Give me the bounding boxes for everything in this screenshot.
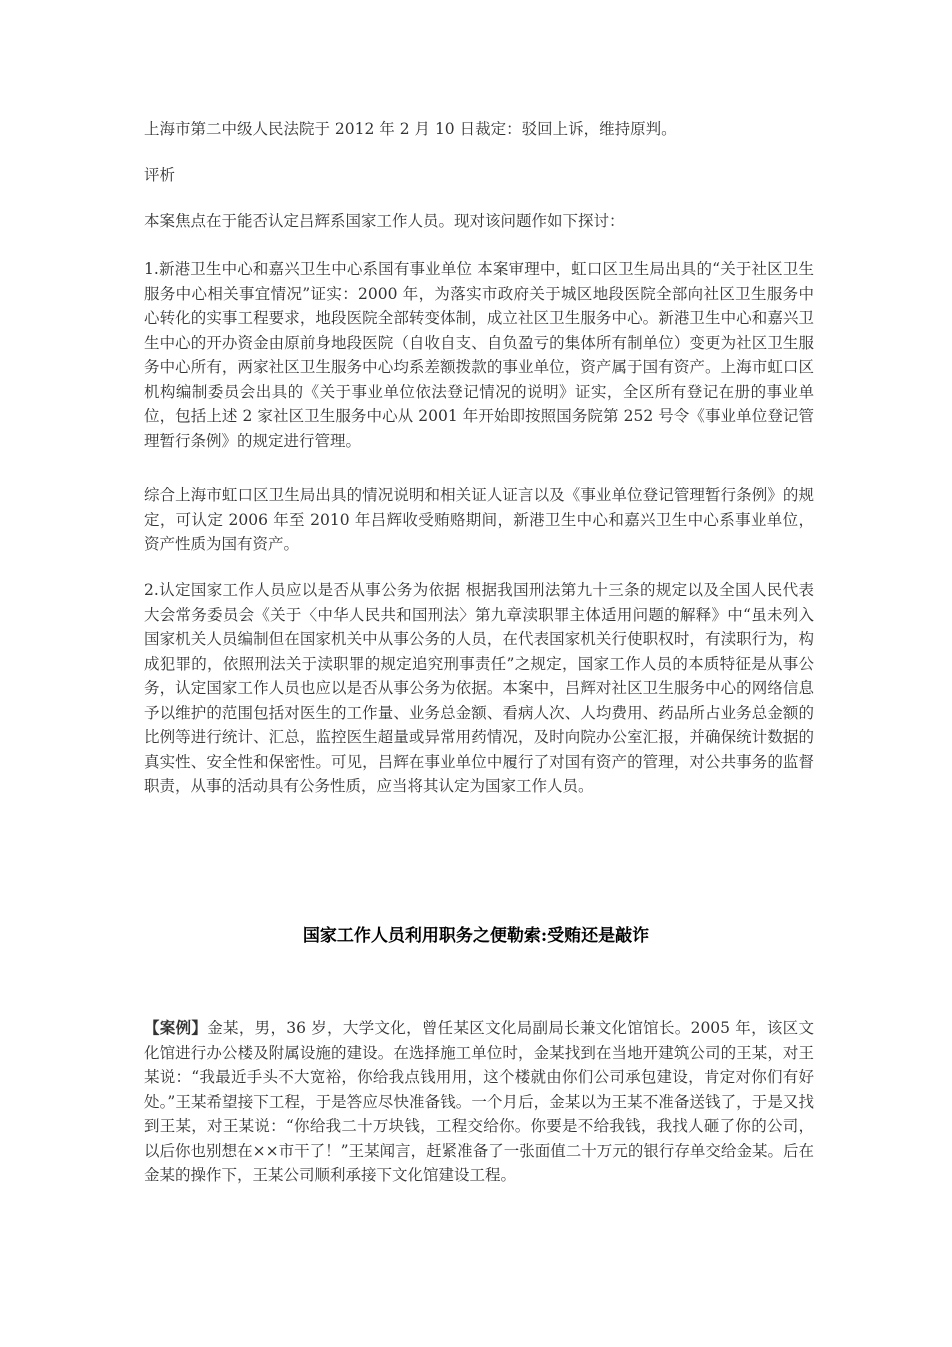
- focus-paragraph: 本案焦点在于能否认定吕辉系国家工作人员。现对该问题作如下探讨：: [144, 212, 625, 230]
- case-text: 金某，男，36 岁，大学文化，曾任某区文化局副局长兼文化馆馆长。2005 年，该区文化馆进行办公楼及附属设施的建设。在选择施工单位时，金某找到在当地开建筑公司的王某，对王某说：“我最近手头不大宽裕，你给我点钱用用，这个楼就由你们公司承包建设，肯定对你们有好处。”王某希望接下工程，于是答应尽快准备钱。一个月后，金某以为王某不准备送钱了，于是又找到王某，对王某说：“你给我二十万块钱，工程交给你。你要是不给我钱，我找人砸了你的公司，以后你也别想在××市干了！”王某闻言，赶紧准备了一张面值二十万元的银行存单交给金某。后在金某的操作下，王某公司顺利承接下文化馆建设工程。: [144, 1019, 814, 1184]
- point-1-paragraph: 1.新港卫生中心和嘉兴卫生中心系国有事业单位 本案审理中，虹口区卫生局出具的“关于社区卫生服务中心相关事宜情况”证实：2000 年，为落实市政府关于城区地段医院全部向社区卫生服务中心转化的实事工程要求，地段医院全部转变体制，成立社区卫生服务中心。新港卫生中心和嘉兴卫生中心的开办资金由原前身地段医院（自收自支、自负盈亏的集体所有制单位）变更为社区卫生服务中心所有，两家社区卫生服务中心均系差额拨款的事业单位，资产属于国有资产。上海市虹口区机构编制委员会出具的《关于事业单位依法登记情况的说明》证实，全区所有登记在册的事业单位，包括上述 2 家社区卫生服务中心从 2001 年开始即按照国务院第 252 号令《事业单位登记管理暂行条例》的规定进行管理。: [144, 260, 814, 450]
- case-label: 【案例】: [144, 1018, 208, 1037]
- case-paragraph: [144, 1016, 814, 1188]
- analysis-heading: 评析: [144, 166, 176, 184]
- summary-paragraph: 综合上海市虹口区卫生局出具的情况说明和相关证人证言以及《事业单位登记管理暂行条例》的规定，可认定 2006 年至 2010 年吕辉收受贿赂期间，新港卫生中心和嘉兴卫生中心系事业单位，资产性质为国有资产。: [144, 486, 814, 553]
- ruling-paragraph: 上海市第二中级人民法院于 2012 年 2 月 10 日裁定：驳回上诉，维持原判。: [144, 120, 677, 138]
- article-title: 国家工作人员利用职务之便勒索:受贿还是敲诈: [302, 926, 650, 946]
- point-2-paragraph: 2.认定国家工作人员应以是否从事公务为依据 根据我国刑法第九十三条的规定以及全国人民代表大会常务委员会《关于〈中华人民共和国刑法〉第九章渎职罪主体适用问题的解释》中“虽未列入国家机关人员编制但在国家机关中从事公务的人员，在代表国家机关行使职权时，有渎职行为，构成犯罪的，依照刑法关于渎职罪的规定追究刑事责任”之规定，国家工作人员的本质特征是从事公务，认定国家工作人员也应以是否从事公务为依据。本案中，吕辉对社区卫生服务中心的网络信息予以维护的范围包括对医生的工作量、业务总金额、看病人次、人均费用、药品所占业务总金额的比例等进行统计、汇总，监控医生超量或异常用药情况，及时向院办公室汇报，并确保统计数据的真实性、安全性和保密性。可见，吕辉在事业单位中履行了对国有资产的管理，对公共事务的监督职责，从事的活动具有公务性质，应当将其认定为国家工作人员。: [144, 581, 814, 795]
